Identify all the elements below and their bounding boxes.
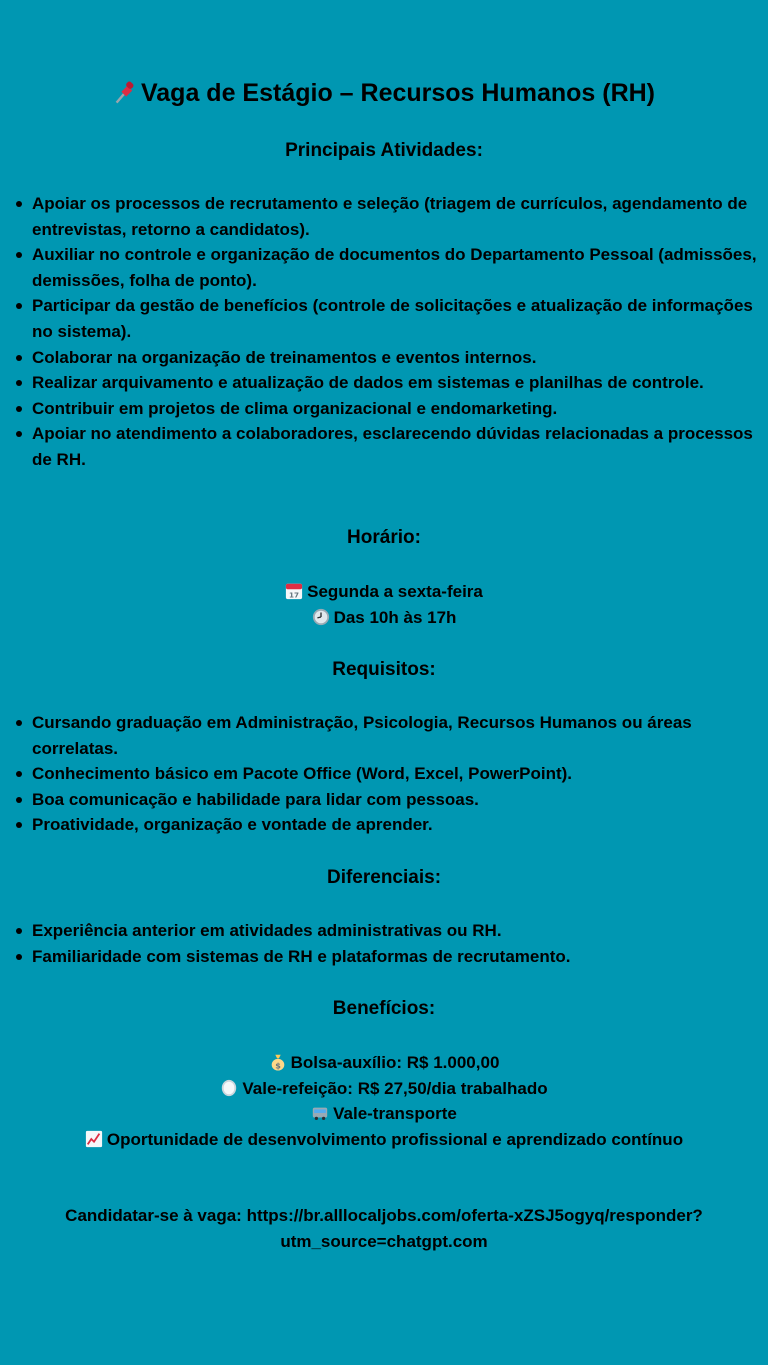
list-item: Experiência anterior em atividades administrativas ou RH. — [32, 918, 758, 944]
list-item: Proatividade, organização e vontade de aprender. — [32, 812, 758, 838]
list-item: Apoiar no atendimento a colaboradores, esclarecendo dúvidas relacionadas a processos de RH. — [32, 421, 758, 472]
svg-text:17: 17 — [289, 590, 300, 600]
money-bag-icon — [269, 1053, 287, 1071]
page-title-text: Vaga de Estágio – Recursos Humanos (RH) — [140, 79, 656, 107]
horario-hours: Das 10h às 17h — [0, 605, 768, 631]
list-item: Participar da gestão de benefícios (controle de solicitações e atualização de informações no sistema). — [32, 293, 758, 344]
svg-text:$: $ — [274, 1060, 281, 1071]
heading-atividades: Principais Atividades: — [285, 140, 483, 161]
heading-beneficios: Benefícios: — [332, 998, 436, 1019]
list-item: Familiaridade com sistemas de RH e plataformas de recrutamento. — [32, 944, 758, 970]
diferenciais-list — [10, 918, 758, 969]
beneficio-refeicao: Vale-refeição: R$ 27,50/dia trabalhado — [0, 1076, 768, 1102]
clock-icon — [312, 608, 330, 626]
heading-requisitos: Requisitos: — [332, 659, 436, 680]
requisitos-list — [10, 710, 758, 838]
page-title — [0, 76, 768, 110]
plate-icon — [220, 1079, 238, 1097]
list-item: Auxiliar no controle e organização de documentos do Departamento Pessoal (admissões, demissões, folha de ponto). — [32, 242, 758, 293]
atividades-list — [10, 191, 758, 473]
apply-link[interactable]: Candidatar-se à vaga: https://br.alllocaljobs.com/oferta-xZSJ5ogyq/responder?utm_source=chatgpt.com — [65, 1206, 703, 1251]
list-item: Contribuir em projetos de clima organizacional e endomarketing. — [32, 396, 758, 422]
chart-increasing-icon — [85, 1130, 103, 1148]
heading-horario: Horário: — [347, 527, 421, 548]
list-item: Cursando graduação em Administração, Psicologia, Recursos Humanos ou áreas correlatas. — [32, 710, 758, 761]
list-item: Conhecimento básico em Pacote Office (Word, Excel, PowerPoint). — [32, 761, 758, 787]
beneficio-desenvolvimento: Oportunidade de desenvolvimento profissional e aprendizado contínuo — [0, 1127, 768, 1153]
beneficio-bolsa: $ Bolsa-auxílio: R$ 1.000,00 — [0, 1050, 768, 1076]
heading-diferenciais: Diferenciais: — [326, 867, 442, 888]
calendar-icon — [285, 582, 303, 600]
horario-days: 17 Segunda a sexta-feira — [0, 579, 768, 605]
list-item: Boa comunicação e habilidade para lidar com pessoas. — [32, 787, 758, 813]
beneficio-transporte: Vale-transporte — [0, 1101, 768, 1127]
list-item: Realizar arquivamento e atualização de dados em sistemas e planilhas de controle. — [32, 370, 758, 396]
bus-icon — [311, 1104, 329, 1122]
list-item: Colaborar na organização de treinamentos e eventos internos. — [32, 345, 758, 371]
list-item: Apoiar os processos de recrutamento e seleção (triagem de currículos, agendamento de entrevistas, retorno a candidatos). — [32, 191, 758, 242]
pushpin-icon — [113, 81, 137, 105]
